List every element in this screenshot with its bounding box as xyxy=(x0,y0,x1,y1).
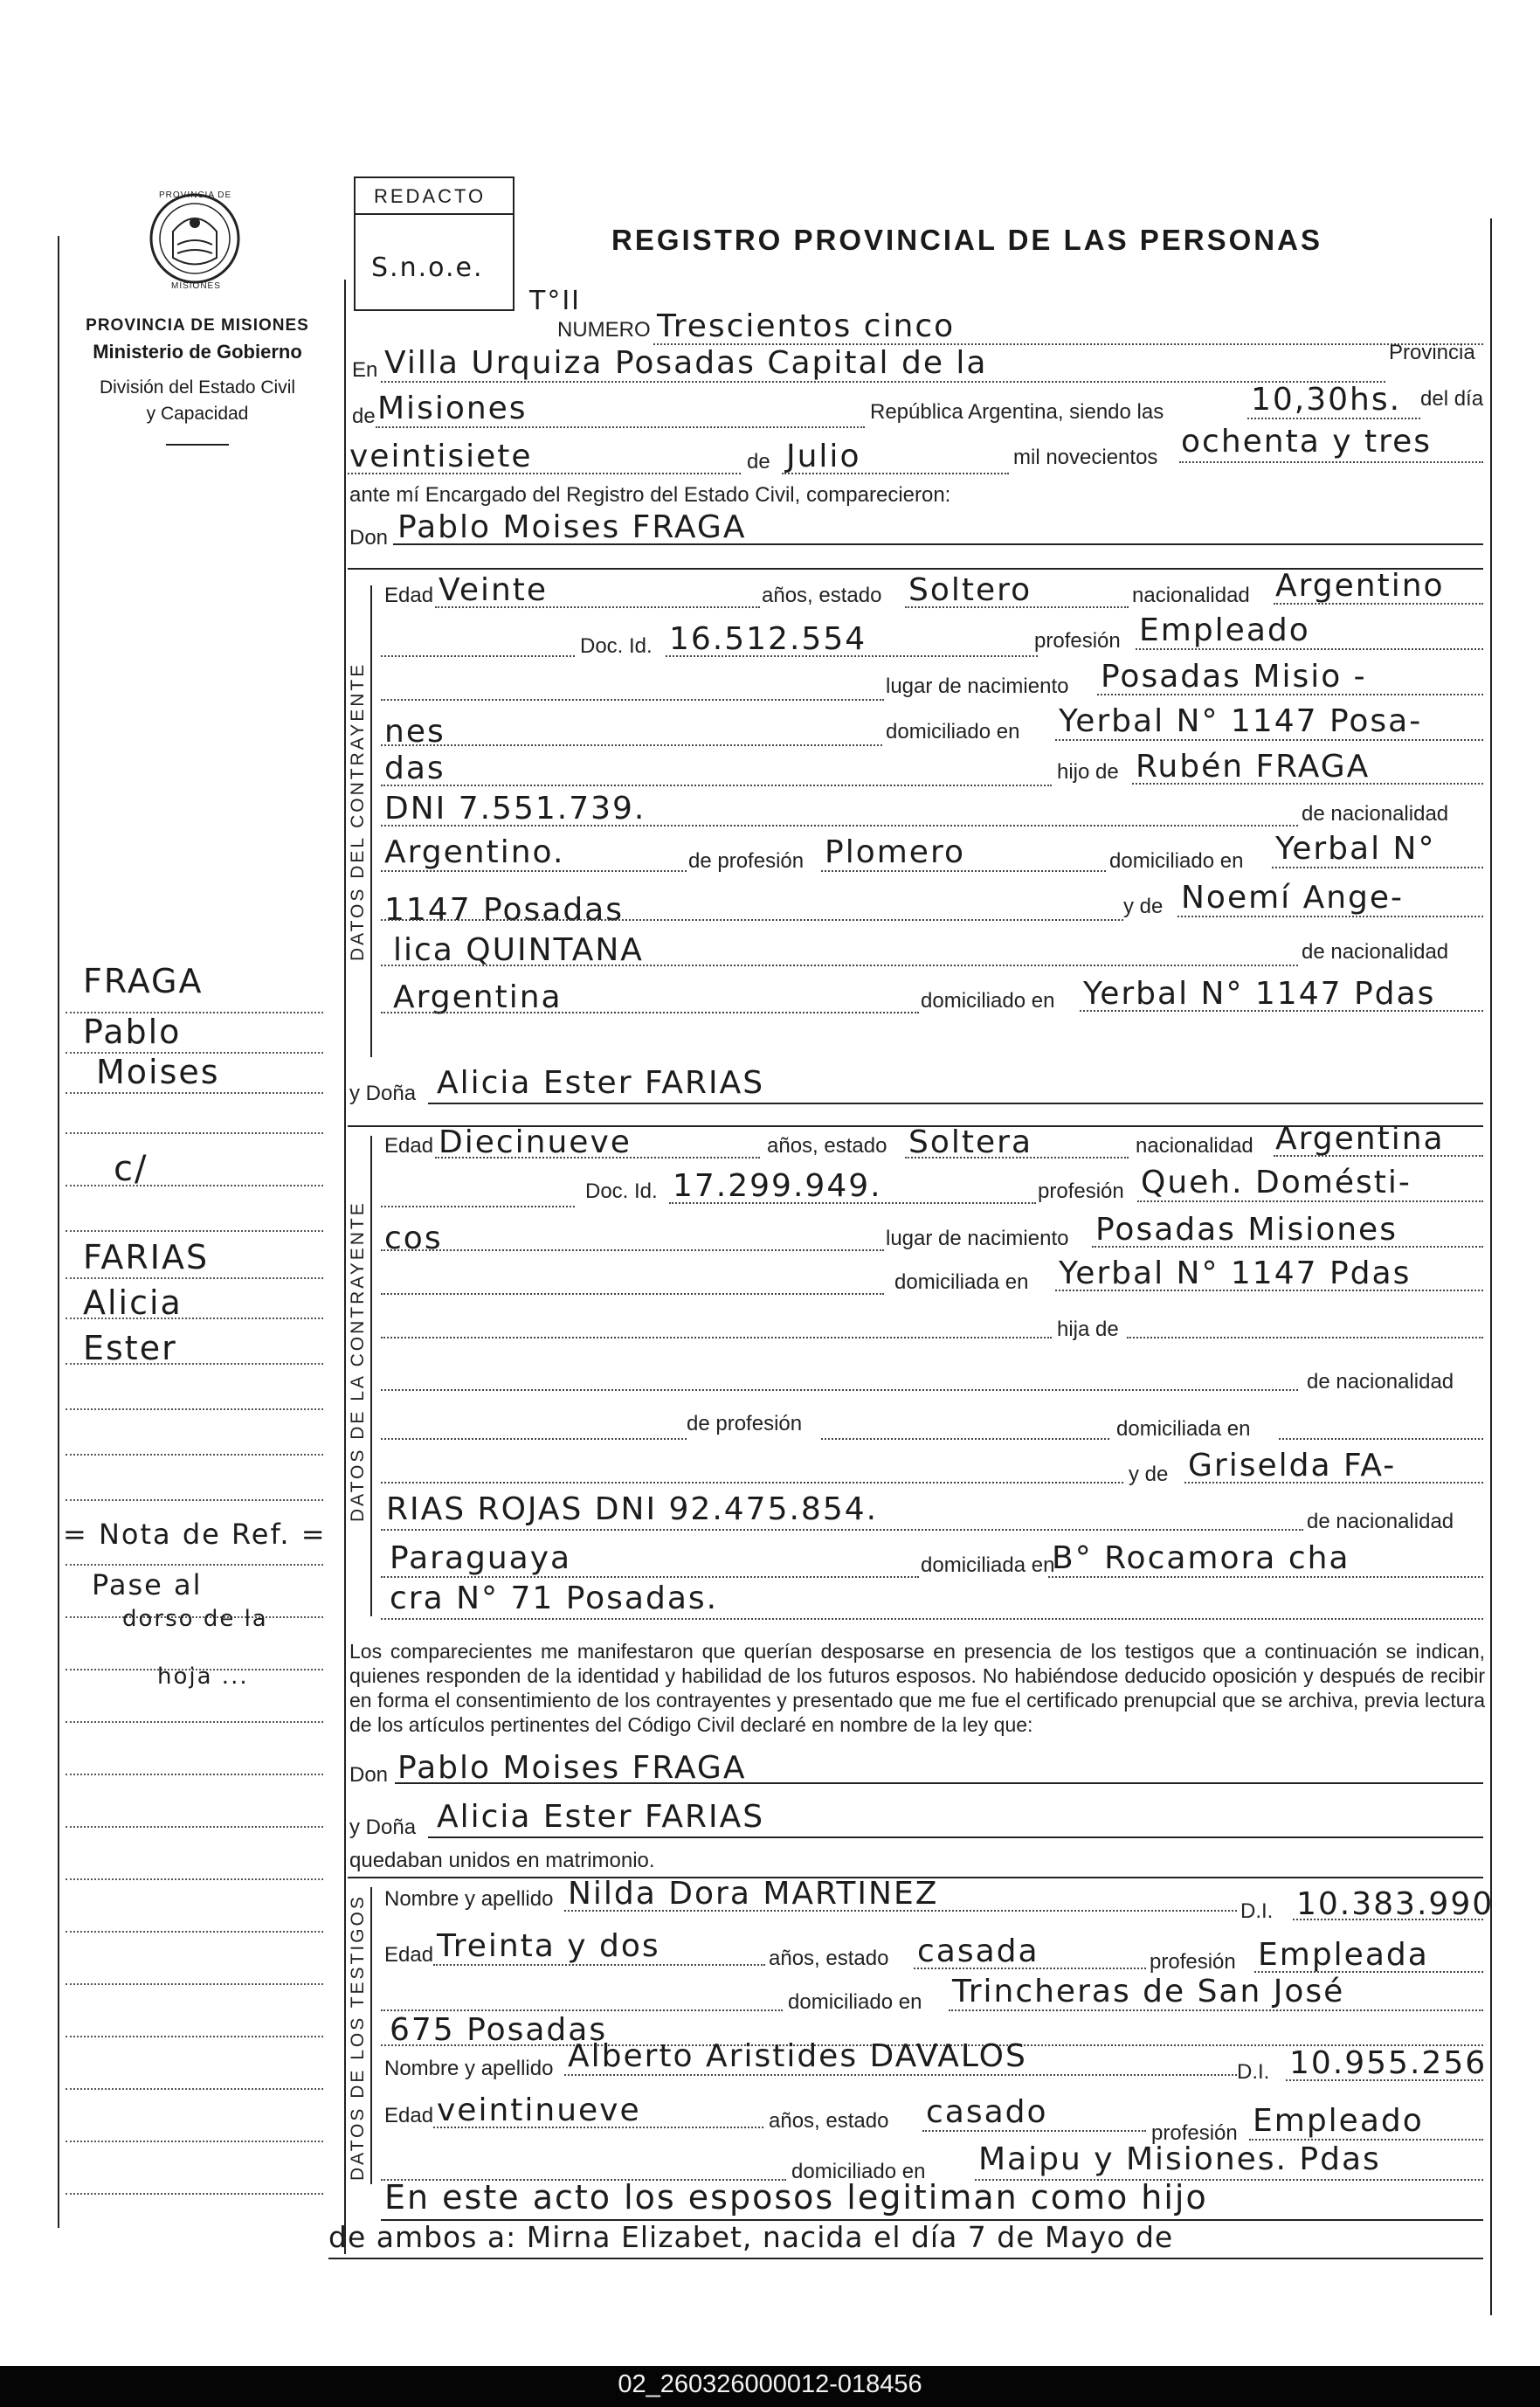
groom-padre-nac: Argentino. xyxy=(384,834,565,870)
t1-di-label: D.I. xyxy=(1240,1899,1274,1923)
groom-madre-dom: Yerbal N° 1147 Pdas xyxy=(1083,976,1436,1012)
tomo-mark: T°II xyxy=(529,286,582,316)
anio-value: ochenta y tres xyxy=(1181,424,1432,460)
t1-edad-label: Edad xyxy=(384,1943,434,1967)
margin-surname-1: FRAGA xyxy=(83,962,204,1000)
bride-profesion-2: cos xyxy=(384,1221,443,1256)
province-name: PROVINCIA DE MISIONES xyxy=(86,316,309,335)
t2-edad-label: Edad xyxy=(384,2104,434,2127)
bride-madre-nac-label: de nacionalidad xyxy=(1307,1510,1454,1533)
t1-estado: casada xyxy=(917,1933,1039,1969)
groom-padre-prof-label: de profesión xyxy=(688,849,805,873)
t1-dom-2: 675 Posadas xyxy=(390,2012,608,2048)
margin-name-2b: Ester xyxy=(83,1329,177,1367)
groom-lugar-nac-1: Posadas Misio - xyxy=(1101,659,1367,695)
bride-anios-label: años, estado xyxy=(767,1134,887,1158)
groom-madre-2: lica QUINTANA xyxy=(393,932,644,968)
groom-doc-label: Doc. Id. xyxy=(580,634,653,658)
bride-padre-nac-label: de nacionalidad xyxy=(1307,1370,1454,1394)
division-line-1: División del Estado Civil xyxy=(99,377,296,398)
groom-padre-dom-1: Yerbal N° xyxy=(1275,831,1436,867)
don-label: Don xyxy=(349,526,389,550)
ante-text: ante mí Encargado del Registro del Estado Civil, comparecieron: xyxy=(349,483,951,507)
mes-de-label: de xyxy=(747,450,770,474)
groom-domicilio-2: das xyxy=(384,750,445,786)
groom-padre: Rubén FRAGA xyxy=(1136,749,1371,785)
groom-y-de-label: y de xyxy=(1123,895,1164,918)
groom-padre-dni: DNI 7.551.739. xyxy=(384,791,646,827)
bride-doc: 17.299.949. xyxy=(673,1168,882,1204)
dia-label: del día xyxy=(1420,387,1484,411)
t2-estado: casado xyxy=(926,2094,1048,2130)
bride-profesion-1: Queh. Domésti- xyxy=(1141,1165,1412,1200)
hora-value: 10,30hs. xyxy=(1251,382,1402,418)
bride-padre-dom-label: domiciliada en xyxy=(1116,1417,1251,1441)
provincia-value: Misiones xyxy=(377,391,528,426)
t1-nombre-label: Nombre y apellido xyxy=(384,1887,554,1911)
note-line-2: de ambos a: Mirna Elizabet, nacida el día 7 de Mayo de xyxy=(328,2220,1174,2254)
groom-madre-dom-label: domiciliado en xyxy=(921,989,1055,1013)
margin-surname-2: FARIAS xyxy=(83,1238,210,1276)
margin-name-1b: Moises xyxy=(96,1053,220,1091)
margin-name-2a: Alicia xyxy=(83,1283,183,1322)
groom-profesion-label: profesión xyxy=(1034,629,1121,653)
dia-value: veintisiete xyxy=(349,439,533,474)
t1-di: 10.383.990 xyxy=(1296,1886,1495,1922)
republica-label: República Argentina, siendo las xyxy=(870,400,1164,424)
t1-domicilio-label: domiciliado en xyxy=(788,1990,922,2014)
ministry-name: Ministerio de Gobierno xyxy=(93,341,302,363)
bride-name: Alicia Ester FARIAS xyxy=(437,1065,765,1101)
bride-edad: Diecinueve xyxy=(439,1124,632,1160)
lugar-value: Villa Urquiza Posadas Capital de la xyxy=(384,345,988,381)
note-line-1: En este acto los esposos legitiman como hijo xyxy=(384,2178,1208,2217)
bride-profesion-label: profesión xyxy=(1038,1179,1124,1203)
groom-madre-nac: Argentina xyxy=(393,979,563,1015)
t2-anios-label: años, estado xyxy=(769,2109,889,2133)
groom-padre-dom-label: domiciliado en xyxy=(1109,849,1244,873)
groom-lugar-nac-2: nes xyxy=(384,714,445,750)
margin-note-3: dorso de la xyxy=(122,1606,268,1632)
bride-nacionalidad: Argentina xyxy=(1275,1121,1445,1157)
groom-domicilio-label: domiciliado en xyxy=(886,720,1020,744)
t1-nombre: Nilda Dora MARTINEZ xyxy=(568,1876,939,1912)
numero-label: NUMERO xyxy=(557,318,651,342)
groom-section-label: DATOS DEL CONTRAYENTE xyxy=(348,661,368,961)
groom-madre-1: Noemí Ange- xyxy=(1181,880,1405,916)
bride-domicilio: Yerbal N° 1147 Pdas xyxy=(1059,1255,1412,1291)
groom-domicilio-1: Yerbal N° 1147 Posa- xyxy=(1059,703,1423,739)
bride-padre-prof-label: de profesión xyxy=(687,1412,803,1435)
mes-value: Julio xyxy=(786,439,861,474)
margin-note-1: = Nota de Ref. = xyxy=(63,1518,327,1551)
groom-profesion: Empleado xyxy=(1139,612,1310,648)
t2-profesion: Empleado xyxy=(1253,2103,1424,2139)
bride-estado: Soltera xyxy=(908,1124,1033,1160)
decl-dona-label: y Doña xyxy=(349,1816,417,1839)
decl-don-label: Don xyxy=(349,1763,389,1787)
provincia-label: Provincia xyxy=(1389,341,1475,364)
t1-dom-1: Trincheras de San José xyxy=(952,1974,1345,2009)
groom-lugar-nac-label: lugar de nacimiento xyxy=(886,674,1069,698)
bride-nac-label: nacionalidad xyxy=(1136,1134,1253,1158)
de-label: de xyxy=(352,405,376,428)
division-line-2: y Capacidad xyxy=(146,404,249,424)
groom-nacionalidad: Argentino xyxy=(1275,568,1445,604)
decl-dona-name: Alicia Ester FARIAS xyxy=(437,1799,765,1835)
t2-di: 10.955.256 xyxy=(1289,2045,1488,2081)
quedaban-text: quedaban unidos en matrimonio. xyxy=(349,1849,655,1872)
bride-madre-dom-1: B° Rocamora cha xyxy=(1052,1540,1350,1576)
margin-note-4: hoja ... xyxy=(157,1663,249,1690)
t2-domicilio-label: domiciliado en xyxy=(791,2160,926,2183)
groom-name: Pablo Moises FRAGA xyxy=(397,509,747,545)
t2-nombre: Alberto Aristides DAVALOS xyxy=(568,2038,1027,2074)
groom-edad: Veinte xyxy=(439,572,549,608)
t2-di-label: D.I. xyxy=(1237,2060,1270,2084)
document-title: REGISTRO PROVINCIAL DE LAS PERSONAS xyxy=(611,224,1322,256)
groom-nac-label: nacionalidad xyxy=(1132,584,1250,607)
groom-edad-label: Edad xyxy=(384,584,434,607)
t1-profesion-label: profesión xyxy=(1150,1950,1236,1974)
groom-madre-nac-label: de nacionalidad xyxy=(1302,940,1449,964)
decl-don-name: Pablo Moises FRAGA xyxy=(397,1750,747,1786)
main-column-rule xyxy=(344,280,346,2254)
bride-madre-dom-2: cra N° 71 Posadas. xyxy=(390,1580,719,1616)
seal-bottom-text: MISIONES xyxy=(171,281,221,291)
bride-doc-label: Doc. Id. xyxy=(585,1179,658,1203)
margin-name-1a: Pablo xyxy=(83,1013,182,1051)
redacto-label: REDACTO xyxy=(374,185,487,207)
redacto-value: S.n.o.e. xyxy=(371,252,484,283)
bride-y-de-label: y de xyxy=(1129,1463,1169,1486)
groom-estado: Soltero xyxy=(908,572,1032,608)
t2-profesion-label: profesión xyxy=(1151,2121,1238,2145)
bride-madre-2: RIAS ROJAS DNI 92.475.854. xyxy=(386,1491,879,1527)
right-border-rule xyxy=(1490,218,1492,2315)
en-label: En xyxy=(352,358,378,382)
groom-padre-dom-2: 1147 Posadas xyxy=(384,892,624,928)
bride-madre-1: Griselda FA- xyxy=(1188,1448,1397,1484)
mil-label: mil novecientos xyxy=(1013,446,1158,469)
margin-note-2: Pase al xyxy=(92,1568,203,1601)
bride-lugar-nac: Posadas Misiones xyxy=(1095,1212,1398,1248)
bride-lugar-nac-label: lugar de nacimiento xyxy=(886,1227,1069,1250)
testigos-section-label: DATOS DE LOS TESTIGOS xyxy=(348,1894,368,2181)
groom-padre-nac-label: de nacionalidad xyxy=(1302,802,1449,826)
bride-edad-label: Edad xyxy=(384,1134,434,1158)
t1-profesion: Empleada xyxy=(1258,1937,1429,1973)
bride-hija-label: hija de xyxy=(1057,1318,1119,1341)
bride-domicilio-label: domiciliada en xyxy=(894,1270,1029,1294)
bride-madre-nac: Paraguaya xyxy=(390,1540,572,1576)
groom-doc: 16.512.554 xyxy=(669,621,867,657)
left-column-rule xyxy=(58,236,59,2228)
groom-anios-label: años, estado xyxy=(762,584,882,607)
bride-section-label: DATOS DE LA CONTRAYENTE xyxy=(348,1200,368,1522)
seal-top-text: PROVINCIA DE xyxy=(159,190,232,200)
dona-label: y Doña xyxy=(349,1082,417,1105)
margin-connector: c/ xyxy=(114,1149,148,1189)
t2-dom: Maipu y Misiones. Pdas xyxy=(978,2141,1381,2177)
t2-nombre-label: Nombre y apellido xyxy=(384,2057,554,2080)
groom-hijo-label: hijo de xyxy=(1057,760,1119,784)
numero-value: Trescientos cinco xyxy=(657,308,956,344)
declaration-text: Los comparecientes me manifestaron que querían desposarse en presencia de los testigos que a continuación se indican, quienes responden de la identidad y habilidad de los futuros esposos. No habiéndose deducido oposición y después de recibir en forma el consentimiento de los contrayentes y presentado que me fue el certificado prenupcial que se archiva, previa lectura de los artículos pertinentes del Código Civil declaré en nombre de la ley que: xyxy=(349,1640,1485,1736)
t1-anios-label: años, estado xyxy=(769,1947,889,1970)
groom-padre-prof: Plomero xyxy=(825,834,965,870)
t2-edad: veintinueve xyxy=(437,2092,641,2128)
footer-caption: 02_260326000012-018456 xyxy=(618,2370,922,2398)
bride-madre-dom-label: domiciliada en xyxy=(921,1553,1055,1577)
t1-edad: Treinta y dos xyxy=(437,1928,660,1964)
